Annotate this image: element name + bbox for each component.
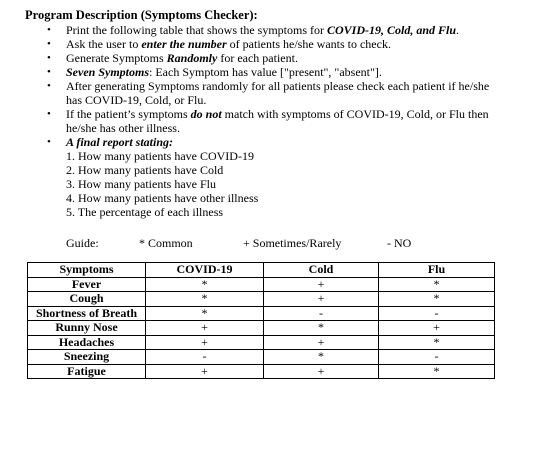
header-symptoms: Symptoms (28, 263, 146, 278)
bullet-text-part: Ask the user to (66, 37, 142, 51)
bullet-item (47, 37, 502, 51)
header-flu: Flu (379, 263, 495, 278)
symptom-value: + (264, 364, 379, 379)
bullet-marker: • (47, 108, 51, 120)
symptom-value: * (146, 306, 264, 321)
symptom-value: * (146, 292, 264, 307)
symptom-value: + (146, 335, 264, 350)
table-row (28, 364, 495, 379)
table-row (28, 321, 495, 336)
symptom-name: Headaches (28, 335, 146, 350)
bullet-text-part: of patients he/she wants to check. (226, 37, 391, 51)
bullet-text (66, 23, 459, 37)
report-item: 2. How many patients have Cold (66, 163, 224, 177)
report-item: 4. How many patients have other illness (66, 191, 259, 205)
table-header-row (28, 263, 495, 278)
bullet-text-part: match with symptoms of COVID-19, Cold, or Flu then he/she has other illness. (66, 107, 489, 135)
bullet-text-part: Generate Symptoms (66, 51, 167, 65)
report-item: 1. How many patients have COVID-19 (66, 149, 254, 163)
bullet-item (47, 79, 502, 107)
bullet-marker: • (47, 24, 51, 36)
symptom-value: - (379, 350, 495, 365)
guide-legend (0, 236, 536, 250)
symptom-value: * (146, 277, 264, 292)
bullet-text-part: enter the number (141, 37, 227, 51)
bullet-item (47, 51, 502, 65)
table-row (28, 292, 495, 307)
report-list (66, 149, 502, 219)
symptom-name: Shortness of Breath (28, 306, 146, 321)
bullet-text-part: If the patient’s symptoms (66, 107, 191, 121)
bullet-text (66, 65, 382, 79)
bullet-text (66, 135, 173, 149)
bullet-marker: • (47, 80, 51, 92)
bullet-item (47, 135, 502, 219)
symptom-value: * (379, 335, 495, 350)
bullet-text-part: COVID-19, Cold, and Flu (326, 23, 457, 37)
symptom-value: * (379, 292, 495, 307)
bullet-marker: • (47, 38, 51, 50)
symptom-value: + (264, 335, 379, 350)
bullet-text-part: Randomly (166, 51, 218, 65)
table-row (28, 306, 495, 321)
guide-common: * Common (139, 236, 193, 250)
bullet-text-part: : Each Symptom has value ["present", "absent"]. (149, 65, 382, 79)
bullet-text-part: Print the following table that shows the symptoms for (66, 23, 327, 37)
bullet-text (66, 51, 298, 65)
symptom-value: + (379, 321, 495, 336)
bullet-text (66, 79, 489, 107)
guide-no: - NO (387, 236, 412, 250)
bullet-text (66, 37, 391, 51)
bullet-text-part: After generating Symptoms randomly for all patients please check each patient if he/she has COVID-19, Cold, or Flu. (66, 79, 490, 107)
symptom-value: * (264, 321, 379, 336)
guide-sometimes: + Sometimes/Rarely (243, 236, 342, 250)
guide-label: Guide: (66, 236, 99, 250)
symptom-name: Fatigue (28, 364, 146, 379)
table-row (28, 335, 495, 350)
symptom-value: - (379, 306, 495, 321)
bullet-text-part: A final report stating: (66, 135, 174, 149)
symptom-name: Fever (28, 277, 146, 292)
report-item: 3. How many patients have Flu (66, 177, 216, 191)
symptom-value: + (146, 364, 264, 379)
bullet-text-part: Seven Symptoms (66, 65, 149, 79)
bullet-marker: • (47, 66, 51, 78)
symptoms-table (27, 262, 495, 379)
symptom-value: * (264, 350, 379, 365)
report-item: 5. The percentage of each illness (66, 205, 224, 219)
bullet-text (66, 107, 489, 135)
symptom-name: Cough (28, 292, 146, 307)
symptom-name: Sneezing (28, 350, 146, 365)
page-title: Program Description (Symptoms Checker): (25, 8, 258, 22)
header-covid: COVID-19 (146, 263, 264, 278)
bullet-marker: • (47, 52, 51, 64)
symptom-value: + (264, 277, 379, 292)
symptom-value: - (264, 306, 379, 321)
bullet-text-part: do not (190, 107, 222, 121)
symptom-value: * (379, 277, 495, 292)
symptom-name: Runny Nose (28, 321, 146, 336)
table-row (28, 350, 495, 365)
symptom-value: - (146, 350, 264, 365)
symptom-value: * (379, 364, 495, 379)
bullet-text-part: . (456, 23, 460, 37)
table-row (28, 277, 495, 292)
bullet-marker: • (47, 136, 51, 148)
symptom-value: + (264, 292, 379, 307)
symptom-value: + (146, 321, 264, 336)
bullet-item (47, 65, 502, 79)
bullet-item (47, 23, 502, 37)
bullet-item (47, 107, 502, 135)
description-list (47, 23, 502, 219)
header-cold: Cold (264, 263, 379, 278)
bullet-text-part: for each patient. (217, 51, 298, 65)
